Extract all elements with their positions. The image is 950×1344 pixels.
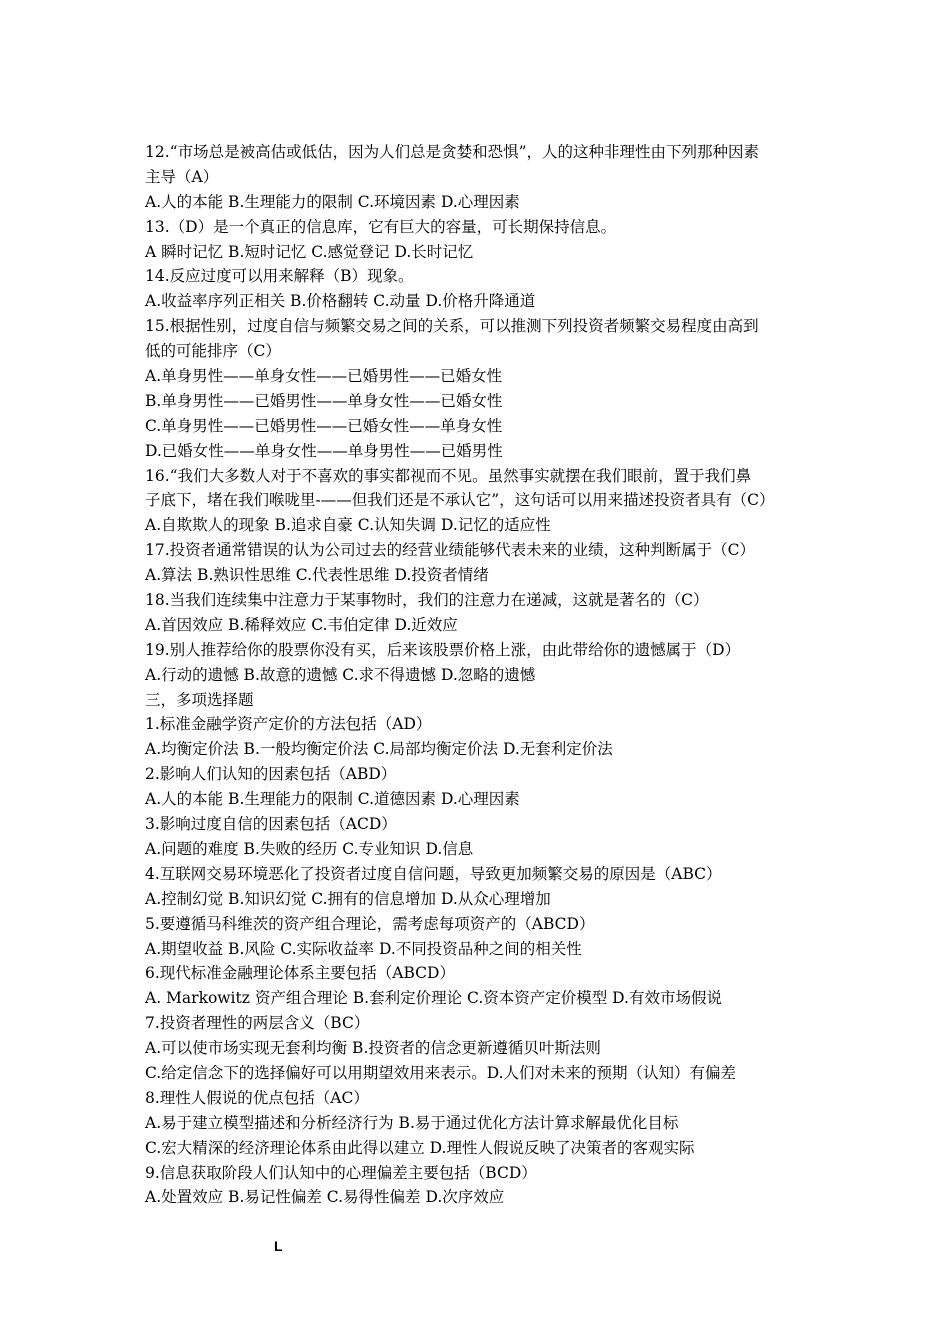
text-line: A.首因效应 B.稀释效应 C.韦伯定律 D.近效应 — [145, 615, 458, 634]
text-line: A.行动的遗憾 B.故意的遗憾 C.求不得遗憾 D.忽略的遗憾 — [145, 665, 536, 684]
text-line: A 瞬时记忆 B.短时记忆 C.感觉登记 D.长时记忆 — [145, 242, 474, 261]
text-line: A.自欺欺人的现象 B.追求自豪 C.认知失调 D.记忆的适应性 — [145, 516, 551, 535]
text-line: 18.当我们连续集中注意力于某事物时，我们的注意力在递减，这就是著名的（C） — [145, 591, 709, 610]
text-line: C.宏大精深的经济理论体系由此得以建立 D.理性人假说反映了决策者的客观实际 — [145, 1138, 695, 1157]
text-line: 6.现代标准金融理论体系主要包括（ABCD） — [145, 964, 455, 983]
text-line: A.问题的难度 B.失败的经历 C.专业知识 D.信息 — [145, 839, 474, 858]
text-line: A.单身男性——单身女性——已婚男性——已婚女性 — [145, 367, 503, 386]
section-heading: 三，多项选择题 — [145, 690, 254, 709]
footer-mark: L — [274, 1238, 283, 1254]
text-line: B.单身男性——已婚男性——单身女性——已婚女性 — [145, 391, 503, 410]
text-line: A.收益率序列正相关 B.价格翻转 C.动量 D.价格升降通道 — [145, 292, 536, 311]
text-line: 子底下，堵在我们喉咙里-——但我们还是不承认它”，这句话可以用来描述投资者具有（C） — [145, 491, 775, 510]
text-line: 16.“我们大多数人对于不喜欢的事实都视而不见。虽然事实就摆在我们眼前，置于我们鼻 — [145, 466, 752, 485]
text-line: D.已婚女性——单身女性——单身男性——已婚男性 — [145, 441, 503, 460]
text-line: 8.理性人假说的优点包括（AC） — [145, 1088, 369, 1107]
text-line: 5.要遵循马科维茨的资产组合理论，需考虑每项资产的（ABCD） — [145, 914, 595, 933]
text-line: A.控制幻觉 B.知识幻觉 C.拥有的信息增加 D.从众心理增加 — [145, 889, 551, 908]
text-line: 19.别人推荐给你的股票你没有买，后来该股票价格上涨，由此带给你的遗憾属于（D） — [145, 640, 741, 659]
text-line: 12.“市场总是被高估或低估，因为人们总是贪婪和恐惧”，人的这种非理性由下列那种因素 — [145, 143, 760, 161]
text-line: 1.标准金融学资产定价的方法包括（AD） — [145, 715, 432, 734]
text-line: A.均衡定价法 B.一般均衡定价法 C.局部均衡定价法 D.无套利定价法 — [145, 740, 613, 759]
text-line: A.期望收益 B.风险 C.实际收益率 D.不同投资品种之间的相关性 — [145, 939, 582, 958]
text-line: 3.影响过度自信的因素包括（ACD） — [145, 815, 397, 834]
text-line: 2.影响人们认知的因素包括（ABD） — [145, 765, 397, 784]
text-line: 17.投资者通常错误的认为公司过去的经营业绩能够代表未来的业绩，这种判断属于（C） — [145, 541, 756, 560]
text-line: 15.根据性别，过度自信与频繁交易之间的关系，可以推测下列投资者频繁交易程度由高到 — [145, 317, 759, 336]
text-line: A.人的本能 B.生理能力的限制 C.环境因素 D.心理因素 — [145, 192, 520, 211]
text-line: C.单身男性——已婚男性——已婚女性——单身女性 — [145, 416, 503, 435]
text-line: A.可以使市场实现无套利均衡 B.投资者的信念更新遵循贝叶斯法则 — [145, 1039, 601, 1058]
question-text-body — [145, 140, 825, 1210]
text-line: A.处置效应 B.易记性偏差 C.易得性偏差 D.次序效应 — [145, 1188, 505, 1207]
text-line: 4.互联网交易环境恶化了投资者过度自信问题，导致更加频繁交易的原因是（ABC） — [145, 864, 722, 883]
text-line: 低的可能排序（C） — [145, 342, 281, 361]
text-line: 7.投资者理性的两层含义（BC） — [145, 1014, 370, 1033]
text-line: A.算法 B.熟识性思维 C.代表性思维 D.投资者情绪 — [145, 566, 489, 585]
text-line: 主导（A） — [145, 167, 219, 186]
text-line: 14.反应过度可以用来解释（B）现象。 — [145, 267, 414, 286]
text-line: 13.（D）是一个真正的信息库，它有巨大的容量，可长期保持信息。 — [145, 217, 617, 236]
text-line: 9.信息获取阶段人们认知中的心理偏差主要包括（BCD） — [145, 1163, 537, 1182]
text-line: A. Markowitz 资产组合理论 B.套利定价理论 C.资本资产定价模型 D.有效市场假说 — [145, 989, 722, 1008]
text-line: C.给定信念下的选择偏好可以用期望效用来表示。D.人们对未来的预期（认知）有偏差 — [145, 1063, 737, 1082]
text-line: A.人的本能 B.生理能力的限制 C.道德因素 D.心理因素 — [145, 790, 520, 809]
text-line: A.易于建立模型描述和分析经济行为 B.易于通过优化方法计算求解最优化目标 — [145, 1113, 679, 1132]
